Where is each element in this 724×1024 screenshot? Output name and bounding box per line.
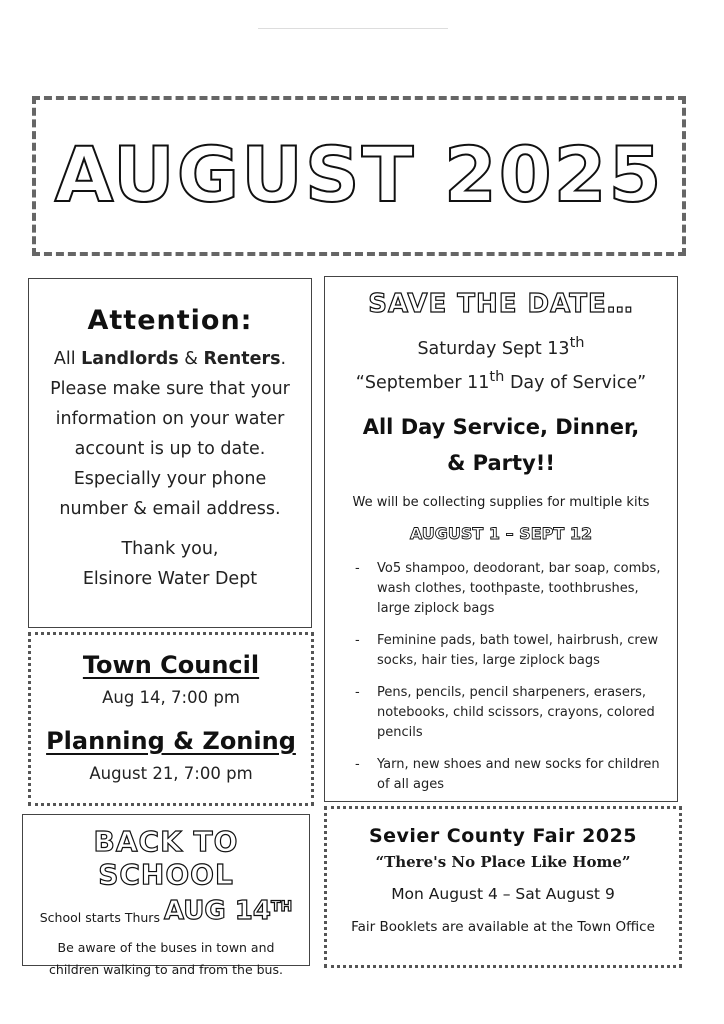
school-starts-text: School starts Thurs [39,910,160,925]
attention-heading: Attention: [87,305,253,336]
supply-item-text: Pens, pencils, pencil sharpeners, erasers, notebooks, child scissors, crayons, colored pencils [377,684,655,740]
list-item [355,631,667,671]
save-the-date-notice [324,276,678,802]
event-description [325,409,677,481]
dash-bullet: - [355,756,360,772]
school-bus-note: Be aware of the buses in town and children walking to and from the bus. [49,940,283,977]
planning-zoning-date: August 21, 7:00 pm [89,764,253,783]
event-name-suffix: Day of Service” [504,372,647,393]
renters-bold: Renters [203,349,281,369]
meetings-notice [28,632,314,806]
title-banner [32,96,686,256]
event-description-line1: All Day Service, Dinner, [362,414,640,439]
collecting-note: We will be collecting supplies for multiple kits [352,494,650,510]
county-fair-notice [324,806,682,968]
event-name-prefix: “September 11 [355,372,490,393]
landlords-bold: Landlords [81,349,179,369]
attention-line1-suffix: . [280,349,287,369]
attention-signoff [29,534,311,594]
fair-booklets-note: Fair Booklets are available at the Town Office [351,919,655,935]
supply-item-text: Yarn, new shoes and new socks for children of all ages [377,756,660,792]
attention-line1-mid: & [178,349,204,369]
school-start-date [164,897,292,925]
school-start-date-main: AUG 14 [163,896,271,926]
attention-body [37,344,303,524]
attention-line1-prefix: All [53,349,82,369]
back-to-school-title: BACK TO SCHOOL [93,825,239,891]
supply-item-text: Feminine pads, bath towel, hairbrush, crew socks, hair ties, large ziplock bags [377,632,659,668]
list-item [355,559,667,619]
supply-list [355,559,677,795]
dash-bullet: - [355,560,360,576]
town-council-date: Aug 14, 7:00 pm [102,688,240,707]
thanks-line: Thank you, [121,539,219,559]
back-to-school-notice [22,814,310,977]
supply-item-text: Vo5 shampoo, deodorant, bar soap, combs, wash clothes, toothpaste, toothbrushes, large ziplock bags [377,560,661,616]
attention-notice [28,278,312,628]
scan-artifact-line [258,28,448,29]
fair-title: Sevier County Fair 2025 [368,825,638,847]
dash-bullet: - [355,684,360,700]
save-the-date-title: SAVE THE DATE… [368,289,634,319]
signature-line: Elsinore Water Dept [82,569,258,589]
fair-dates: Mon August 4 – Sat August 9 [391,885,615,903]
attention-message: Please make sure that your information on your water account is up to date. Especially your phone number & email address. [50,379,290,519]
collection-range: AUGUST 1 – SEPT 12 [409,523,593,543]
list-item [355,755,667,795]
town-council-title: Town Council [82,651,260,679]
school-start-date-sup: TH [270,899,293,915]
dash-bullet: - [355,632,360,648]
page-title: AUGUST 2025 [54,130,664,219]
event-description-line2: & Party!! [447,450,555,475]
event-date-text: Saturday Sept 13 [417,338,570,359]
event-date [325,329,677,363]
fair-theme: “There's No Place Like Home” [375,853,631,871]
list-item [355,683,667,743]
planning-zoning-title: Planning & Zoning [46,727,296,755]
event-name-sup: th [489,367,505,385]
event-name [325,363,677,397]
school-start-line [23,897,309,925]
event-date-sup: th [569,334,585,351]
